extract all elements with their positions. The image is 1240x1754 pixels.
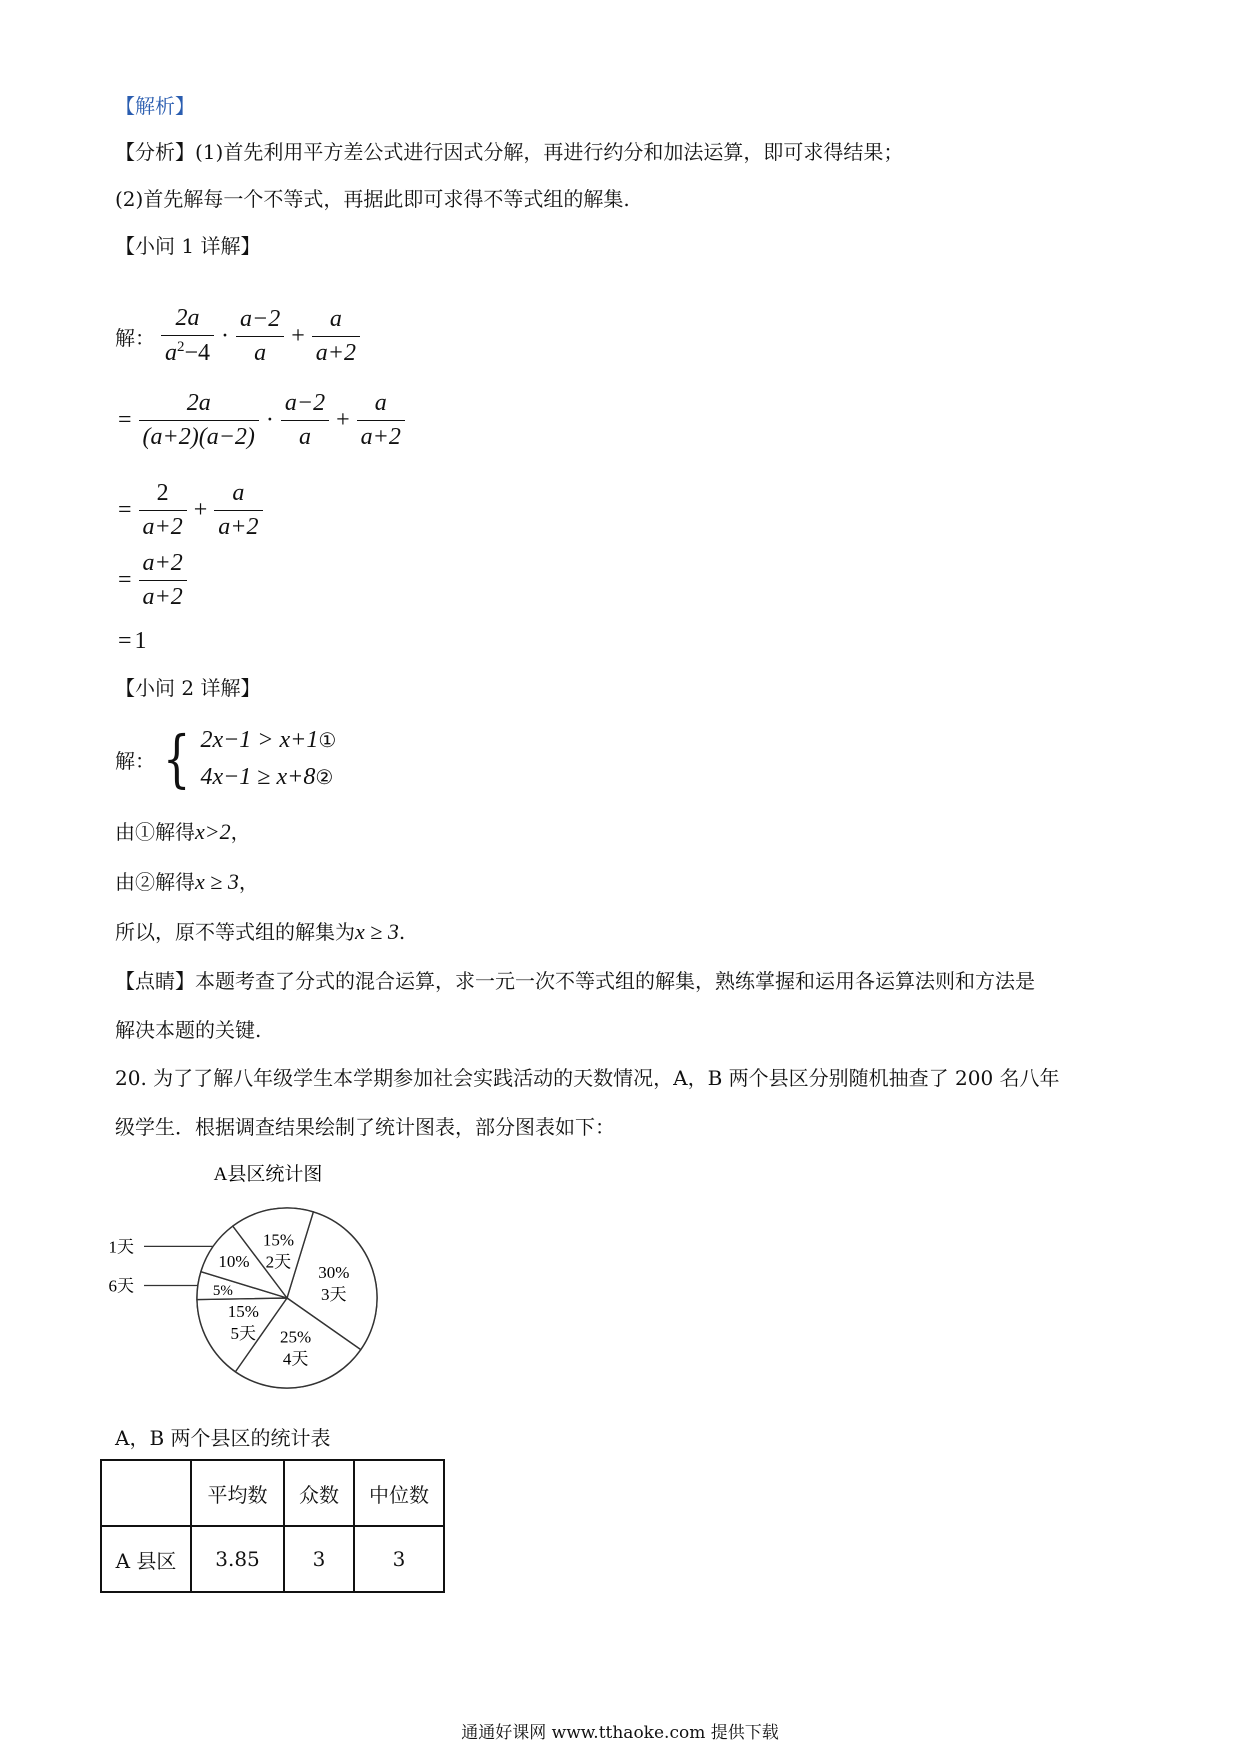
numerator: 2 [156, 480, 169, 506]
plus-operator: + [193, 497, 208, 523]
inequality-2-text: 4x−1 ≥ x+8 [200, 764, 316, 790]
circled-two-mark: ② [315, 767, 334, 789]
inequality-list [200, 722, 336, 796]
callout-label: 6天 [108, 1276, 134, 1296]
table-cell: A 县区 [101, 1526, 191, 1592]
plus-operator: + [291, 322, 305, 349]
numerator: a [374, 390, 387, 416]
q1-expr-1 [115, 305, 364, 367]
numerator: a−2 [284, 390, 326, 416]
inequality-2 [200, 759, 336, 796]
step-text: 由①解得 [115, 820, 195, 844]
pie-chart-title: A县区统计图 [213, 1164, 323, 1185]
pie-category-label: 4天 [282, 1349, 309, 1369]
fraction [139, 550, 187, 611]
denominator: a+2 [139, 510, 187, 541]
q2-step-2 [115, 868, 259, 896]
fraction [139, 480, 187, 541]
table-cell: 3.85 [191, 1526, 284, 1592]
step-punct: ， [230, 820, 251, 844]
q1-expr-3 [115, 480, 267, 541]
result-value: 1 [134, 628, 147, 654]
left-brace: { [162, 722, 191, 795]
den-base: a [165, 340, 177, 366]
denominator: (a+2)(a−2) [139, 420, 259, 451]
pie-pct-label: 10% [218, 1251, 250, 1271]
q2-heading: 【小问 2 详解】 [115, 676, 261, 700]
fraction [236, 306, 284, 367]
table-header-cell [101, 1460, 191, 1526]
numerator: 2a [175, 305, 200, 331]
pie-category-label: 2天 [265, 1252, 292, 1272]
pie-chart-a-county [100, 1160, 410, 1410]
pie-category-label: 3天 [321, 1284, 347, 1304]
fraction [139, 390, 259, 451]
pie-pct-label: 5% [212, 1282, 233, 1299]
equals-sign: = [118, 407, 132, 433]
denominator: a [281, 420, 329, 451]
dianjing-text-1: 本题考查了分式的混合运算，求一元一次不等式组的解集，熟练掌握和运用各运算法则和方法是 [195, 969, 1035, 993]
dianjing-line-2: 解决本题的关键. [115, 1018, 262, 1042]
equals-sign: = [118, 567, 132, 593]
question-20-line-2: 级学生．根据调查结果绘制了统计图表，部分图表如下： [115, 1115, 615, 1139]
step-text: 所以，原不等式组的解集为 [115, 920, 355, 944]
plus-operator: + [336, 407, 350, 433]
pie-pct-label: 30% [318, 1262, 350, 1282]
dianjing-line-1 [115, 967, 1035, 995]
pie-pct-label: 15% [262, 1230, 294, 1250]
inequality-1 [200, 722, 336, 759]
analysis-tag: 【分析】 [115, 140, 195, 164]
q1-expr-5 [115, 628, 147, 655]
numerator: 2a [186, 390, 211, 416]
numerator: a [232, 480, 245, 506]
numerator: a [329, 305, 342, 332]
q1-expr-2 [115, 390, 409, 451]
table-row [101, 1526, 444, 1592]
table-cell: 3 [284, 1526, 354, 1592]
denominator: a+2 [139, 580, 187, 611]
equals-sign: = [118, 628, 132, 654]
step-math: x>2 [195, 819, 231, 844]
step-math: x ≥ 3 [195, 869, 239, 894]
q2-step-3 [115, 918, 405, 946]
pie-pct-label: 25% [280, 1327, 312, 1347]
denominator [161, 335, 214, 367]
den-tail: −4 [184, 340, 211, 366]
pie-pct-label: 15% [227, 1302, 259, 1322]
analysis-text-1: (1)首先利用平方差公式进行因式分解，再进行约分和加法运算，即可求得结果； [195, 140, 904, 164]
analysis-heading: 【解析】 [115, 94, 195, 118]
solution-label: 解： [115, 748, 155, 773]
table-cell: 3 [354, 1526, 444, 1592]
numerator: a+2 [142, 550, 183, 576]
dot-operator: · [265, 407, 274, 433]
q2-system [115, 722, 336, 796]
analysis-line-2: (2)首先解每一个不等式，再据此即可求得不等式组的解集. [115, 187, 630, 211]
table-header-cell: 众数 [284, 1460, 354, 1526]
callout-label: 1天 [108, 1237, 134, 1257]
fraction [161, 305, 214, 367]
dianjing-tag: 【点睛】 [115, 969, 195, 993]
inequality-1-text: 2x−1 > x+1 [200, 727, 319, 753]
pie-category-label: 5天 [230, 1324, 257, 1344]
question-20-line-1: 20. 为了了解八年级学生本学期参加社会实践活动的天数情况，A，B 两个县区分别随机抽查了 200 名八年 [115, 1066, 1060, 1090]
fraction [281, 390, 329, 451]
analysis-line-1 [115, 138, 903, 166]
equals-sign: = [118, 497, 132, 523]
q2-step-1 [115, 818, 251, 846]
denominator: a+2 [312, 336, 360, 367]
denominator: a+2 [357, 420, 405, 451]
denominator: a+2 [214, 510, 262, 541]
q1-expr-4 [115, 550, 191, 611]
fraction [312, 306, 360, 367]
statistics-table [100, 1459, 445, 1593]
table-header-cell: 中位数 [354, 1460, 444, 1526]
circled-one-mark: ① [318, 730, 337, 752]
step-math: x ≥ 3 [355, 919, 399, 944]
step-punct: ， [238, 870, 259, 894]
page-footer: 通通好课网 www.tthaoke.com 提供下载 [461, 1723, 779, 1743]
solution-label: 解： [115, 325, 155, 350]
table-caption: A，B 两个县区的统计表 [115, 1426, 331, 1450]
table-header-row [101, 1460, 444, 1526]
dot-operator: · [221, 322, 230, 349]
fraction [214, 480, 262, 541]
den-exponent: 2 [177, 339, 185, 355]
q1-heading: 【小问 1 详解】 [115, 234, 261, 258]
step-text: 由②解得 [115, 870, 195, 894]
denominator: a [236, 336, 284, 367]
fraction [357, 390, 405, 451]
numerator: a−2 [240, 305, 281, 332]
step-punct: . [398, 920, 406, 944]
table-header-cell: 平均数 [191, 1460, 284, 1526]
